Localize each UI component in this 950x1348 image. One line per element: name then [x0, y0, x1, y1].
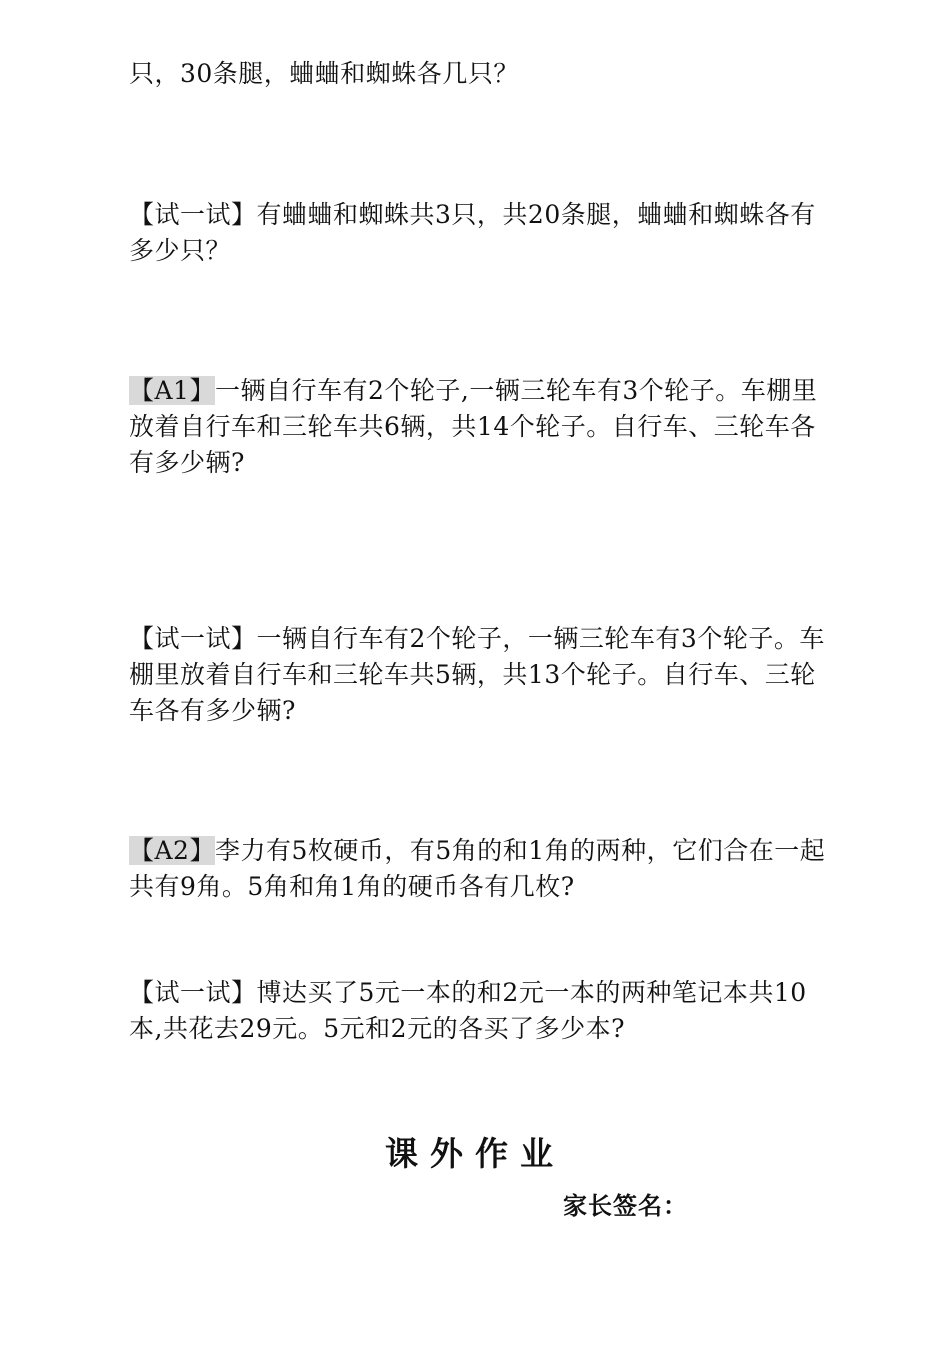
problem-text: 一辆自行车有2个轮子，一辆三轮车有3个轮子。车棚里放着自行车和三轮车共5辆，共13个轮子。自行车、三轮车各有多少辆?	[129, 624, 825, 725]
problem-text: 只，30条腿，蛐蛐和蜘蛛各几只？	[129, 59, 519, 88]
problem-text: 博达买了5元一本的和2元一本的两种笔记本共10本,共花去29元。5元和2元的各买了多少本?	[129, 978, 807, 1043]
problem-text: 李力有5枚硬币，有5角的和1角的两种，它们合在一起共有9角。5角和角1角的硬币各有几枚?	[129, 836, 826, 901]
problem-tag: 【A1】	[129, 376, 215, 405]
problem-text: 一辆自行车有2个轮子,一辆三轮车有3个轮子。车棚里放着自行车和三轮车共6辆，共14个轮子。自行车、三轮车各有多少辆?	[129, 376, 818, 477]
problem-text: 有蛐蛐和蜘蛛共3只，共20条腿，蛐蛐和蜘蛛各有多少只？	[129, 200, 816, 265]
problem-tag: 【试一试】	[129, 200, 257, 229]
problem-tag: 【试一试】	[129, 978, 257, 1007]
parent-signature-label: 家长签名：	[563, 1192, 688, 1220]
problem-text-cont	[129, 56, 829, 92]
homework-title: 课外作业	[385, 1134, 565, 1173]
problem-try-3	[129, 975, 829, 1047]
problem-a1	[129, 373, 829, 481]
problem-tag: 【A2】	[129, 836, 215, 865]
problem-a2	[129, 833, 829, 905]
problem-tag: 【试一试】	[129, 624, 257, 653]
problem-try-2	[129, 621, 829, 729]
problem-try-1	[129, 197, 829, 269]
